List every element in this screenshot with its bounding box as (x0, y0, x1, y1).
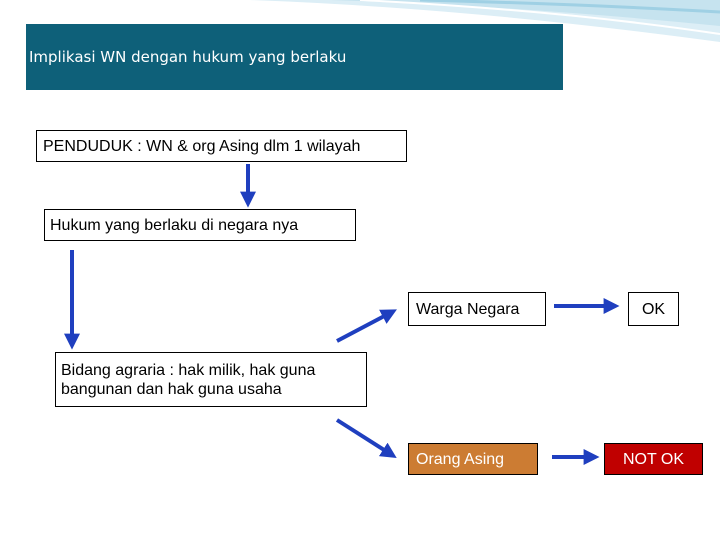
node-not-ok: NOT OK (604, 443, 703, 475)
node-hukum: Hukum yang berlaku di negara nya (44, 209, 356, 241)
node-ok: OK (628, 292, 679, 326)
node-penduduk: PENDUDUK : WN & org Asing dlm 1 wilayah (36, 130, 407, 162)
slide-title: Implikasi WN dengan hukum yang berlaku (26, 24, 563, 90)
node-bidang-agraria: Bidang agraria : hak milik, hak guna bangunan dan hak guna usaha (55, 352, 367, 407)
node-orang-asing: Orang Asing (408, 443, 538, 475)
node-warga-negara: Warga Negara (408, 292, 546, 326)
